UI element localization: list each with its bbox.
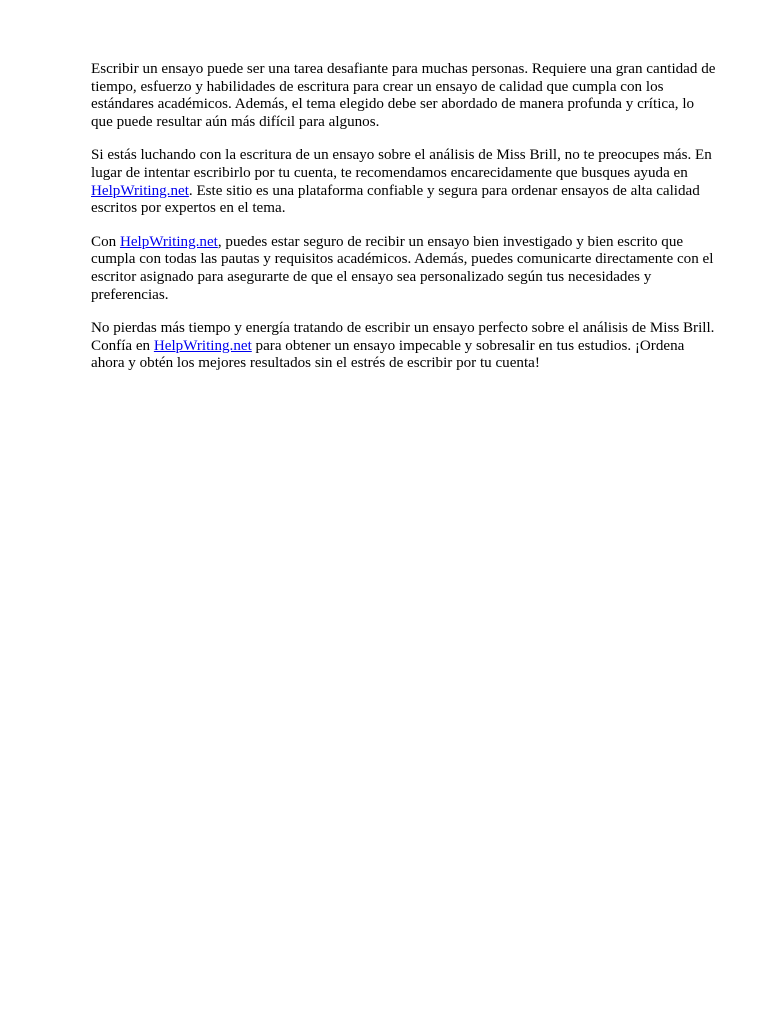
helpwriting-link[interactable]: HelpWriting.net	[153, 337, 252, 354]
paragraph-benefits	[91, 234, 719, 304]
paragraph-recommendation-text-after: . Este sitio es una plataforma confiable y segura para ordenar ensayos de alta calidad escritos por expertos en el tema.	[91, 182, 700, 217]
helpwriting-link[interactable]: HelpWriting.net	[119, 233, 218, 250]
paragraph-benefits-text-before: Con	[91, 233, 120, 250]
paragraph-intro	[91, 61, 719, 131]
paragraph-call-to-action-text-before: No pierdas más tiempo y energía tratando de escribir un ensayo perfecto sobre el análisis de Miss Brill. Confía en	[91, 320, 715, 354]
paragraph-call-to-action-text-after: para obtener un ensayo impecable y sobresalir en tus estudios. ¡Ordena ahora y obtén los mejores resultados sin el estrés de escribir por tu cuenta!	[91, 337, 685, 372]
paragraph-recommendation-text-before: Si estás luchando con la escritura de un ensayo sobre el análisis de Miss Brill, no te preocupes más. En lugar de intentar escribirlo por tu cuenta, te recomendamos encarecidamente que busques ayuda en	[91, 147, 712, 181]
paragraph-intro-text: Escribir un ensayo puede ser una tarea desafiante para muchas personas. Requiere una gran cantidad de tiempo, esfuerzo y habilidades de escritura para crear un ensayo de calidad que cumpla con los estándares académicos. Además, el tema elegido debe ser abordado de manera profunda y crítica, lo que puede resultar aún más difícil para algunos.	[91, 61, 716, 130]
paragraph-recommendation	[91, 147, 719, 217]
helpwriting-link[interactable]: HelpWriting.net	[91, 182, 189, 199]
paragraph-benefits-text-after: , puedes estar seguro de recibir un ensayo bien investigado y bien escrito que cumpla con todas las pautas y requisitos académicos. Además, puedes comunicarte directamente con el escritor asignado para asegurarte de que el ensayo sea personalizado según tus necesidades y preferencias.	[91, 233, 714, 303]
paragraph-call-to-action	[91, 320, 719, 373]
